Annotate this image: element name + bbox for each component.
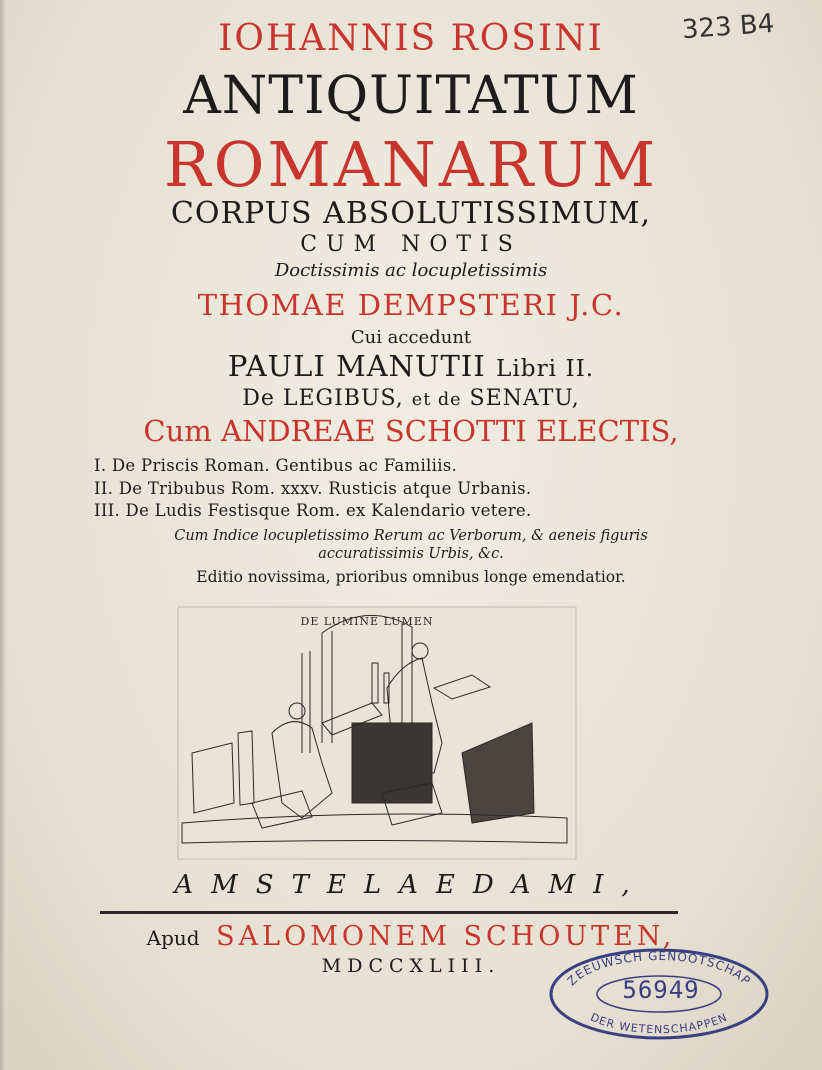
schott-line xyxy=(0,414,822,448)
de-legibus-d: SENATU, xyxy=(469,386,580,411)
de-legibus-a: De xyxy=(242,386,275,411)
stamp-number: 56949 xyxy=(622,976,700,1004)
stamp-top-text: ZEEUWSCH GENOOTSCHAP xyxy=(564,948,754,989)
cum-notis-line: CUM NOTIS xyxy=(300,232,522,257)
publisher-name: SALOMONEM SCHOUTEN, xyxy=(216,921,676,952)
title-line-1: ANTIQUITATUM xyxy=(183,66,639,126)
schott-name: ANDREAE SCHOTTI ELECTIS, xyxy=(221,414,679,448)
de-legibus-line xyxy=(0,386,822,411)
electi-item-2: II. De Tribubus Rom. xxxv. Rusticis atque Urbanis. xyxy=(94,479,532,498)
handwritten-shelfmark: 323 B4 xyxy=(681,8,776,46)
apud-word: Apud xyxy=(146,926,200,950)
edition-line: Editio novissima, prioribus omnibus longe emendatior. xyxy=(196,568,626,586)
de-legibus-b: LEGIBUS, xyxy=(282,386,404,411)
title-line-2: ROMANARUM xyxy=(163,128,659,201)
electi-item-1: I. De Priscis Roman. Gentibus ac Familiis. xyxy=(94,456,458,475)
manutius-name: PAULI MANUTII xyxy=(227,349,486,383)
cui-accedunt-line: Cui accedunt xyxy=(350,327,472,348)
index-line-1: Cum Indice locupletissimo Rerum ac Verborum, & aeneis figuris xyxy=(174,528,648,544)
printers-device-engraving xyxy=(172,603,582,865)
electi-item-3: III. De Ludis Festisque Rom. ex Kalendario vetere. xyxy=(94,501,532,520)
cum-word: Cum xyxy=(143,414,212,448)
horizontal-rule xyxy=(100,911,678,914)
notes-description: Doctissimis ac locupletissimis xyxy=(274,260,548,281)
author-line: IOHANNIS ROSINI xyxy=(218,18,604,59)
index-line-2: accuratissimis Urbis, &c. xyxy=(318,546,504,562)
manutius-books: Libri II. xyxy=(495,355,595,382)
de-legibus-c: et de xyxy=(411,390,462,410)
engraving-motto: DE LUMINE LUMEN xyxy=(300,615,434,628)
year-line: MDCCXLIII. xyxy=(321,955,501,977)
subtitle-line: CORPUS ABSOLUTISSIMUM, xyxy=(170,196,652,231)
stamp-bottom-text: DER WETENSCHAPPEN xyxy=(588,1010,730,1037)
manutius-line xyxy=(0,349,822,383)
annotator-line: THOMAE DEMPSTERI J.C. xyxy=(197,288,625,322)
place-line: AMSTELAEDAMI, xyxy=(174,870,648,900)
